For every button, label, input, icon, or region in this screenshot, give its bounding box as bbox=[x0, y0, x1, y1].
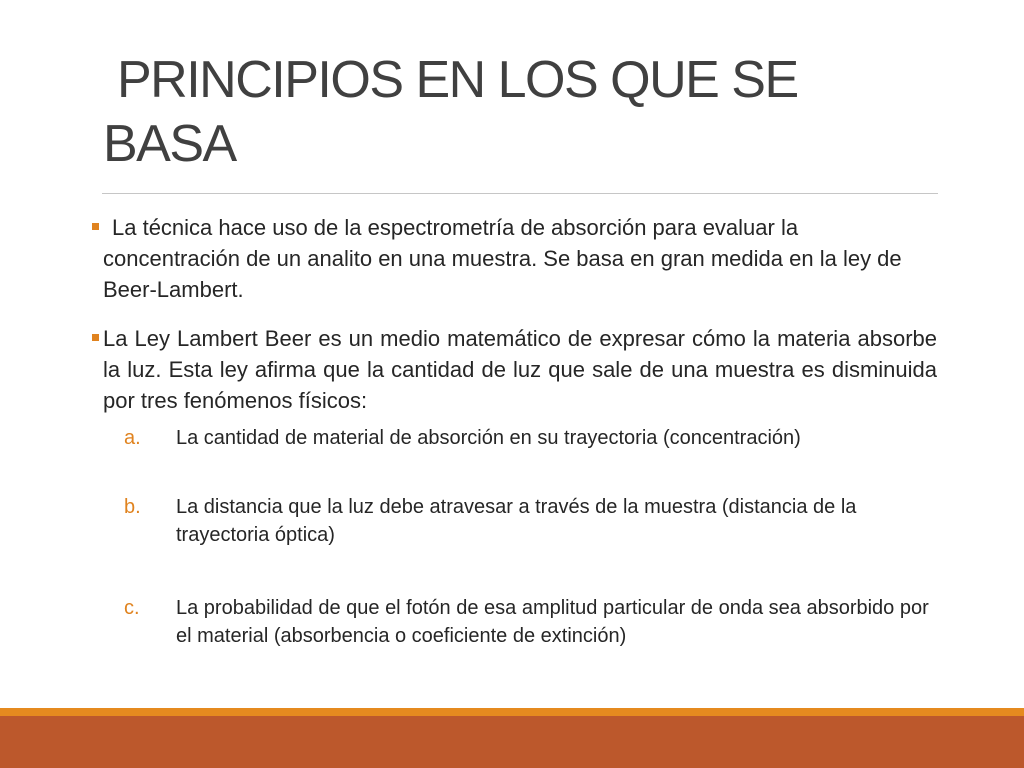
sub-item-a bbox=[124, 424, 938, 452]
sub-item-letter: c. bbox=[124, 597, 140, 619]
sub-item-text: La probabilidad de que el fotón de esa amplitud particular de onda sea absorbido por el material (absorbencia o coeficiente de extinción) bbox=[176, 597, 929, 647]
sub-item-text: La distancia que la luz debe atravesar a través de la muestra (distancia de la trayectoria óptica) bbox=[176, 496, 857, 546]
footer-band bbox=[0, 716, 1024, 768]
bullet-text-1: La técnica hace uso de la espectrometría de absorción para evaluar la concentración de un analito en una muestra. Se basa en gran medida en la ley de Beer-Lambert. bbox=[103, 215, 902, 302]
sub-item-c bbox=[124, 594, 938, 650]
footer-accent-stripe bbox=[0, 708, 1024, 716]
slide-title bbox=[103, 48, 963, 176]
square-bullet-icon bbox=[92, 223, 99, 230]
bullet-text-2: La Ley Lambert Beer es un medio matemático de expresar cómo la materia absorbe la luz. Esta ley afirma que la cantidad de luz que sale de una muestra es disminuida por tres fenómenos físicos: bbox=[103, 326, 937, 413]
slide-title-line-1: PRINCIPIOS EN LOS QUE SE bbox=[117, 51, 798, 109]
title-divider bbox=[102, 193, 938, 194]
square-bullet-icon bbox=[92, 334, 99, 341]
sub-item-b bbox=[124, 493, 938, 549]
slide-title-line-2: BASA bbox=[103, 115, 236, 173]
bullet-item-2 bbox=[103, 323, 937, 416]
sub-item-letter: a. bbox=[124, 427, 141, 449]
sub-item-letter: b. bbox=[124, 496, 141, 518]
sub-item-text: La cantidad de material de absorción en su trayectoria (concentración) bbox=[176, 427, 801, 449]
bullet-item-1 bbox=[103, 212, 937, 305]
